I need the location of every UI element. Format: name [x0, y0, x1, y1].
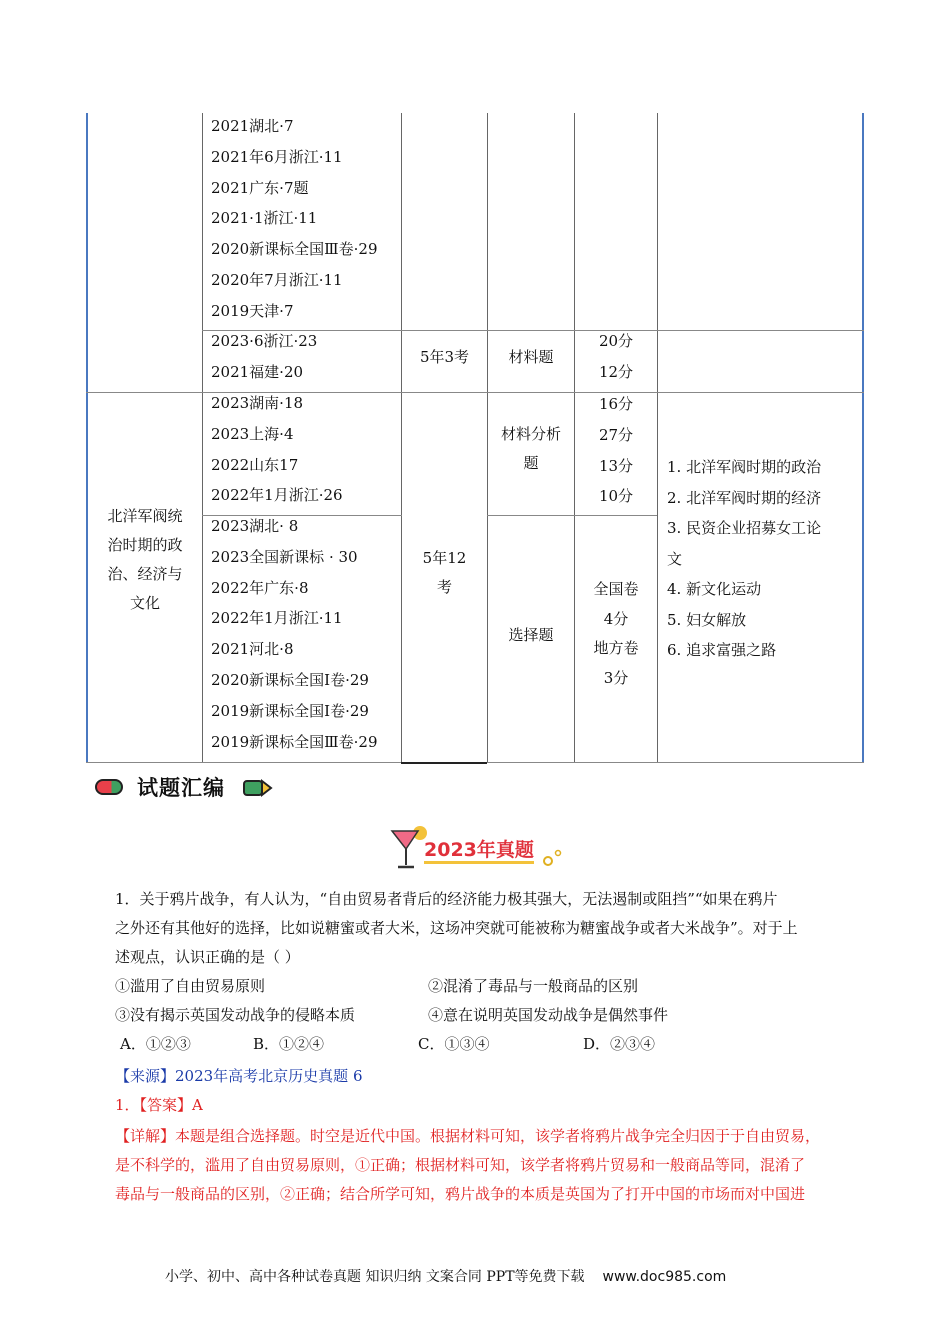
source-item: 2020年7月浙江·11 [211, 270, 343, 289]
score-item: 全国卷 [593, 580, 639, 598]
knowledge-point: 2. 北洋军阀时期的经济 [667, 488, 822, 507]
pill-icon [95, 779, 123, 795]
year-badge-title: 2023年真题 [424, 839, 534, 861]
score-cell [575, 389, 657, 512]
question-source: 【来源】2023年高考北京历史真题 6 [115, 1067, 363, 1085]
explanation-line: 是不科学的，滥用了自由贸易原则，①正确；根据材料可知，该学者将鸦片贸易和一般商品等同，混淆了 [115, 1155, 806, 1174]
sources-list-2a [211, 388, 343, 511]
question-line: 之外还有其他好的选择，比如说糖蜜或者大米，这场冲突就可能被称为糖蜜战争或者大米战争”。对于上 [115, 918, 798, 937]
section-title: 试题汇编 [137, 776, 225, 800]
knowledge-points-list [667, 452, 821, 666]
table-left-border [86, 113, 88, 763]
source-item: 2021年6月浙江·11 [211, 147, 343, 166]
table-right-border [862, 113, 864, 763]
footer-text: 小学、初中、高中各种试卷真题 知识归纳 文案合同 PPT等免费下载 [165, 1269, 585, 1285]
knowledge-point: 6. 追求富强之路 [667, 641, 777, 659]
question-type-cell: 材料题 [508, 348, 554, 366]
sources-list-2b [211, 511, 378, 757]
badge-underline [424, 861, 534, 864]
explanation [115, 1122, 820, 1208]
score-item: 12分 [598, 362, 634, 381]
question-stem [115, 885, 798, 971]
choice-a: A．①②③ [120, 1035, 191, 1053]
source-item: 2021湖北·7 [211, 117, 294, 135]
table-bottom-border [401, 762, 487, 764]
statement-1: ①滥用了自由贸易原则 [115, 977, 266, 995]
sources-list-1b [211, 326, 317, 388]
knowledge-point: 1. 北洋军阀时期的政治 [667, 458, 822, 476]
knowledge-point: 5. 妇女解放 [667, 610, 747, 629]
statement-2: ②混淆了毒品与一般商品的区别 [428, 977, 639, 995]
score-item: 16分 [598, 395, 634, 413]
knowledge-point: 文 [667, 549, 683, 568]
source-item: 2023全国新课标 · 30 [211, 547, 358, 566]
score-cell [575, 575, 657, 693]
source-item: 2021·1浙江·11 [211, 209, 318, 228]
choice-b: B．①②④ [253, 1035, 325, 1053]
frequency-cell [402, 544, 487, 602]
source-item: 2023湖北· 8 [211, 517, 299, 535]
source-item: 2022年广东·8 [211, 578, 309, 597]
topic-cell [88, 502, 202, 618]
source-item: 2019天津·7 [211, 301, 294, 320]
bubbles-icon [542, 845, 566, 869]
score-item: 20分 [598, 332, 634, 350]
score-item: 27分 [598, 425, 634, 444]
sources-list-1a [211, 111, 378, 327]
topic-line: 治时期的政 [107, 536, 183, 554]
source-item: 2021河北·8 [211, 640, 294, 659]
choice-d: D．②③④ [583, 1035, 656, 1053]
table-bottom-border [86, 762, 202, 763]
pencil-icon [243, 778, 273, 798]
source-item: 2021福建·20 [211, 362, 304, 381]
year-badge [390, 825, 570, 875]
answer-line: 1．【答案】A [115, 1096, 203, 1114]
source-item: 2023上海·4 [211, 424, 294, 443]
frequency-line: 5年12 [422, 549, 467, 567]
question-type-line: 材料分析 [500, 425, 561, 443]
frequency-line: 考 [436, 578, 452, 596]
frequency-cell: 5年3考 [419, 348, 470, 366]
question-line: 1．关于鸦片战争，有人认为，“自由贸易者背后的经济能力极其强大，无法遏制或阻挡”“如果在鸦片 [115, 890, 778, 908]
knowledge-point: 3. 民资企业招募女工论 [667, 519, 822, 537]
topic-line: 北洋军阀统 [107, 507, 183, 525]
exam-stats-table [86, 113, 865, 763]
statement-4: ④意在说明英国发动战争是偶然事件 [428, 1006, 669, 1024]
source-item: 2019新课标全国Ⅰ卷·29 [211, 701, 369, 720]
statement-3: ③没有揭示英国发动战争的侵略本质 [115, 1006, 356, 1024]
table-row-divider [86, 392, 864, 393]
table-bottom-border [487, 762, 864, 763]
topic-line: 治、经济与 [107, 565, 183, 583]
source-item: 2023·6浙江·23 [211, 332, 318, 350]
footer-link[interactable]: www.doc985.com [602, 1269, 727, 1285]
score-item: 地方卷 [593, 639, 639, 657]
source-item: 2021广东·7题 [211, 178, 309, 197]
question-type-cell: 选择题 [508, 626, 554, 644]
table-col-divider [202, 113, 203, 763]
score-item: 4分 [603, 609, 629, 628]
score-item: 3分 [603, 668, 629, 687]
source-item: 2020新课标全国Ⅰ卷·29 [211, 670, 369, 689]
table-col-divider [401, 113, 402, 763]
question-type-line: 题 [523, 454, 539, 472]
explanation-line: 【详解】本题是组合选择题。时空是近代中国。根据材料可知，该学者将鸦片战争完全归因于于自由贸易， [115, 1127, 821, 1145]
score-cell [575, 326, 657, 388]
score-item: 13分 [598, 456, 634, 475]
source-item: 2023湖南·18 [211, 394, 304, 412]
page-footer [165, 1266, 726, 1286]
score-item: 10分 [598, 487, 634, 506]
topic-line: 文化 [129, 594, 160, 612]
source-item: 2022年1月浙江·11 [211, 609, 343, 628]
source-item: 2022山东17 [211, 455, 299, 474]
table-col-divider [657, 113, 658, 763]
source-item: 2019新课标全国Ⅲ卷·29 [211, 732, 378, 751]
knowledge-point: 4. 新文化运动 [667, 580, 762, 598]
question-line: 述观点，认识正确的是（ ） [115, 947, 300, 966]
table-bottom-border [202, 762, 402, 763]
question-type-cell [488, 420, 574, 478]
table-row-divider [487, 515, 657, 516]
explanation-line: 毒品与一般商品的区别，②正确；结合所学可知，鸦片战争的本质是英国为了打开中国的市场而对中国进 [115, 1184, 806, 1203]
source-item: 2020新课标全国Ⅲ卷·29 [211, 240, 378, 259]
source-item: 2022年1月浙江·26 [211, 486, 343, 505]
choice-c: C．①③④ [418, 1035, 490, 1053]
